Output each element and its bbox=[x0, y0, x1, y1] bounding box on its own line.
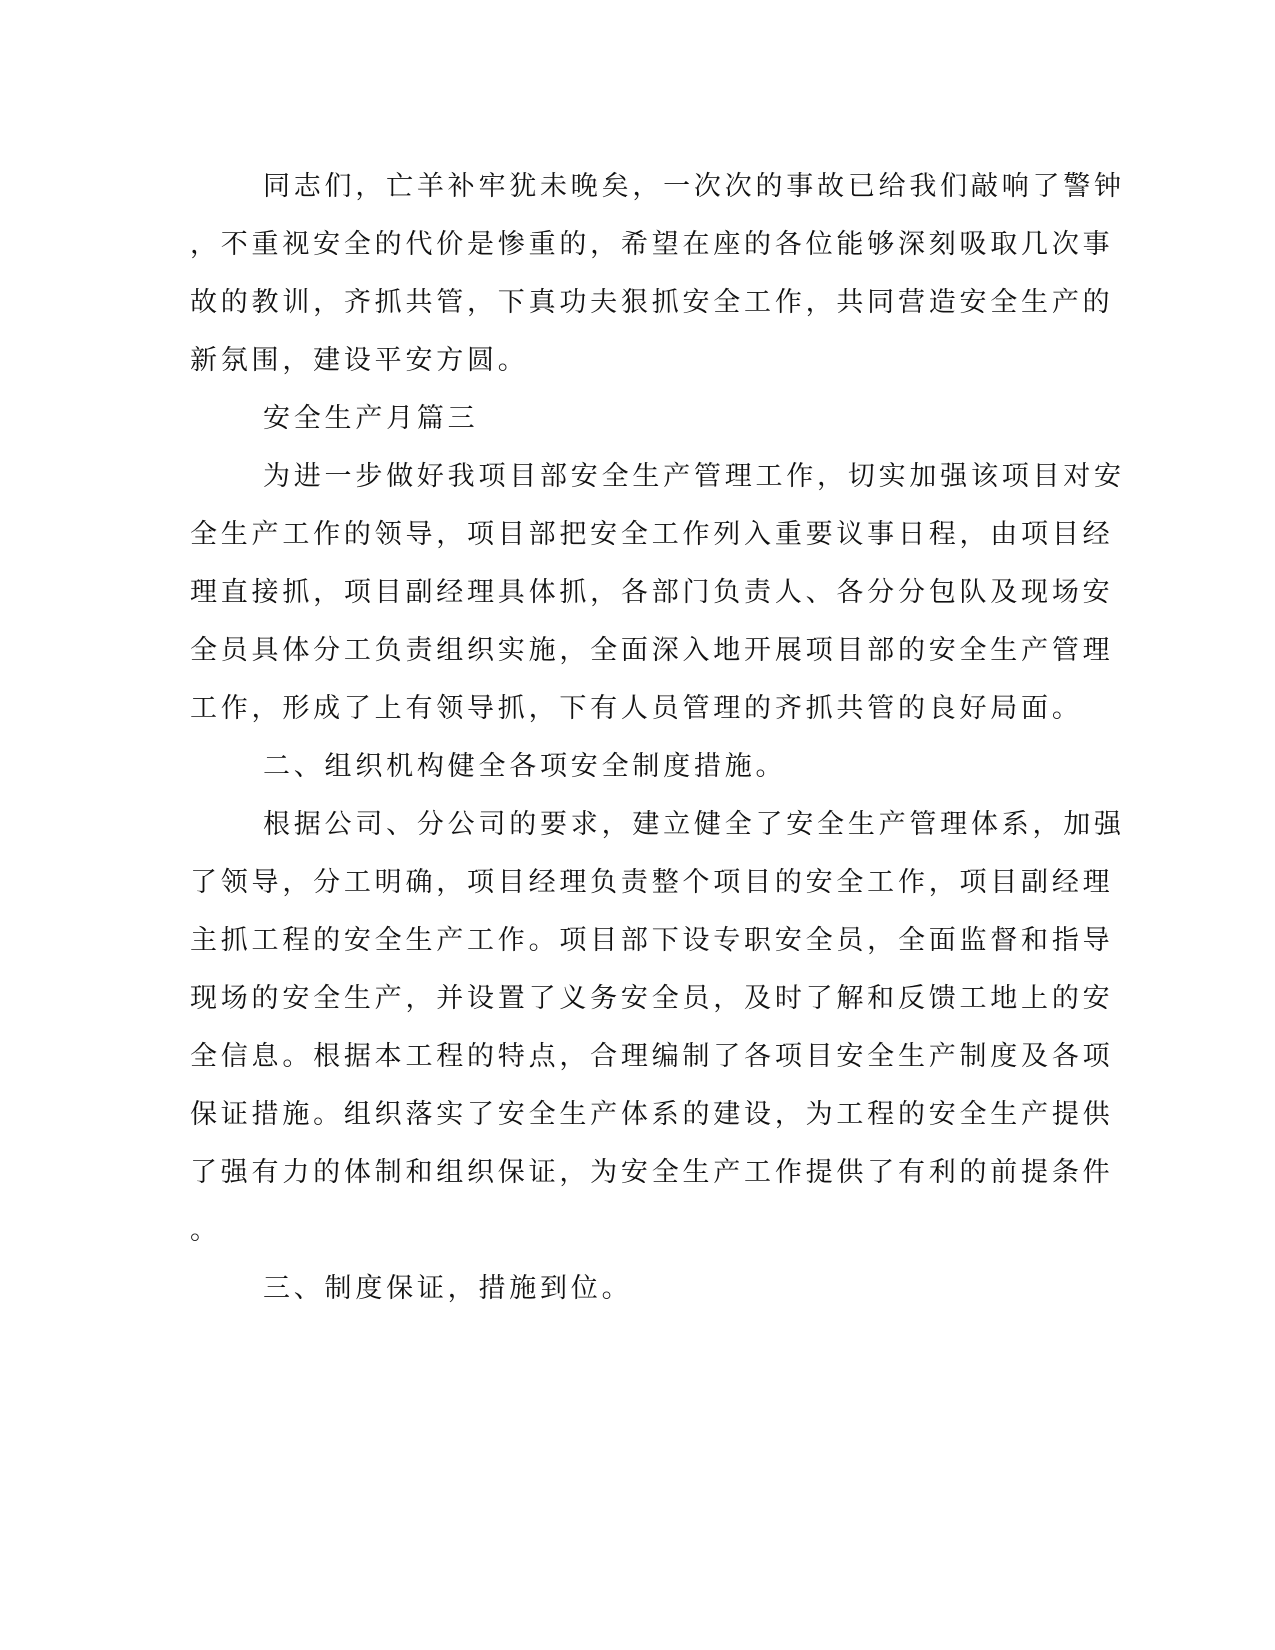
paragraph-line: 工作，形成了上有领导抓，下有人员管理的齐抓共管的良好局面。 bbox=[190, 693, 1083, 724]
section-heading: 安全生产月篇三 bbox=[263, 403, 479, 434]
paragraph-line: ，不重视安全的代价是惨重的，希望在座的各位能够深刻吸取几次事 bbox=[190, 229, 1114, 260]
paragraph-line: 保证措施。组织落实了安全生产体系的建设，为工程的安全生产提供 bbox=[190, 1099, 1114, 1130]
section-heading: 三、制度保证，措施到位。 bbox=[263, 1273, 633, 1304]
section-heading: 二、组织机构健全各项安全制度措施。 bbox=[263, 751, 787, 782]
paragraph-line: 为进一步做好我项目部安全生产管理工作，切实加强该项目对安 bbox=[263, 461, 1125, 492]
paragraph-line: 现场的安全生产，并设置了义务安全员，及时了解和反馈工地上的安 bbox=[190, 983, 1114, 1014]
paragraph-line: 主抓工程的安全生产工作。项目部下设专职安全员，全面监督和指导 bbox=[190, 925, 1114, 956]
paragraph-line: 了强有力的体制和组织保证，为安全生产工作提供了有利的前提条件 bbox=[190, 1157, 1114, 1188]
paragraph-line: 理直接抓，项目副经理具体抓，各部门负责人、各分分包队及现场安 bbox=[190, 577, 1114, 608]
paragraph-line: 同志们，亡羊补牢犹未晚矣，一次次的事故已给我们敲响了警钟 bbox=[263, 171, 1125, 202]
paragraph-line: 故的教训，齐抓共管，下真功夫狠抓安全工作，共同营造安全生产的 bbox=[190, 287, 1114, 318]
paragraph-line: 。 bbox=[190, 1215, 221, 1246]
paragraph-line: 根据公司、分公司的要求，建立健全了安全生产管理体系，加强 bbox=[263, 809, 1125, 840]
paragraph-line: 了领导，分工明确，项目经理负责整个项目的安全工作，项目副经理 bbox=[190, 867, 1114, 898]
paragraph-line: 全生产工作的领导，项目部把安全工作列入重要议事日程，由项目经 bbox=[190, 519, 1114, 550]
paragraph-line: 全员具体分工负责组织实施，全面深入地开展项目部的安全生产管理 bbox=[190, 635, 1114, 666]
paragraph-line: 新氛围，建设平安方圆。 bbox=[190, 345, 529, 376]
paragraph-line: 全信息。根据本工程的特点，合理编制了各项目安全生产制度及各项 bbox=[190, 1041, 1114, 1072]
